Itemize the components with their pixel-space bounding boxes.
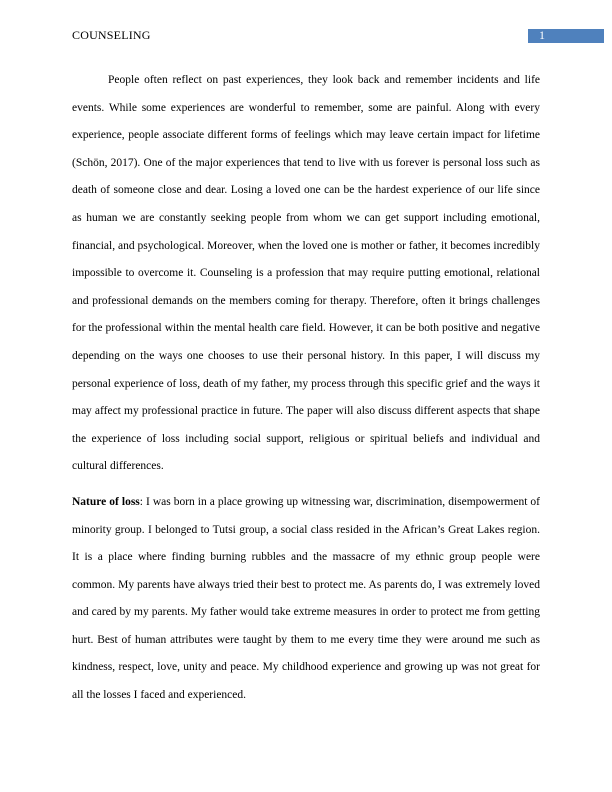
section-heading: Nature of loss (72, 495, 140, 508)
intro-paragraph: People often reflect on past experiences, they look back and remember incidents and life events. While some experiences are wonderful to remember, some are painful. Along with every experience, people associate different forms of feelings which may leave certain impact for lifetime (Schön, 2017). One of the major experiences that tend to live with us forever is personal loss such as death of someone close and dear. Losing a loved one can be the hardest experience of our life since as human we are constantly seeking people from whom we can get support including emotional, financial, and psychological. Moreover, when the loved one is mother or father, it becomes incredibly impossible to overcome it. Counseling is a profession that may require putting emotional, relational and professional demands on the members coming for therapy. Therefore, often it brings challenges for the professional within the mental health care field. However, it can be both positive and negative depending on the ways one chooses to use their personal history. In this paper, I will discuss my personal experience of loss, death of my father, my process through this specific grief and the ways it may affect my professional practice in future. The paper will also discuss different aspects that shape the experience of loss including social support, religious or spiritual beliefs and individual and cultural differences. (72, 74, 540, 473)
page-number: 1 (539, 28, 545, 42)
page-number-box (528, 29, 604, 43)
body-text (72, 67, 540, 710)
running-head: COUNSELING (72, 28, 151, 42)
paragraph-text: : I was born in a place growing up witnessing war, discrimination, disempowerment of minority group. I belonged to Tutsi group, a social class resided in the African’s Great Lakes region. It is a place where finding burning rubbles and the massacre of my ethnic group people were common. My parents have always tried their best to protect me. As parents do, I was extremely loved and cared by my parents. My father would take extreme measures in order to protect me from getting hurt. Best of human attributes were taught by them to me every time they were around me such as kindness, respect, love, unity and peace. My childhood experience and growing up was not great for all the losses I faced and experienced. (72, 495, 540, 702)
nature-of-loss-paragraph (72, 489, 540, 710)
